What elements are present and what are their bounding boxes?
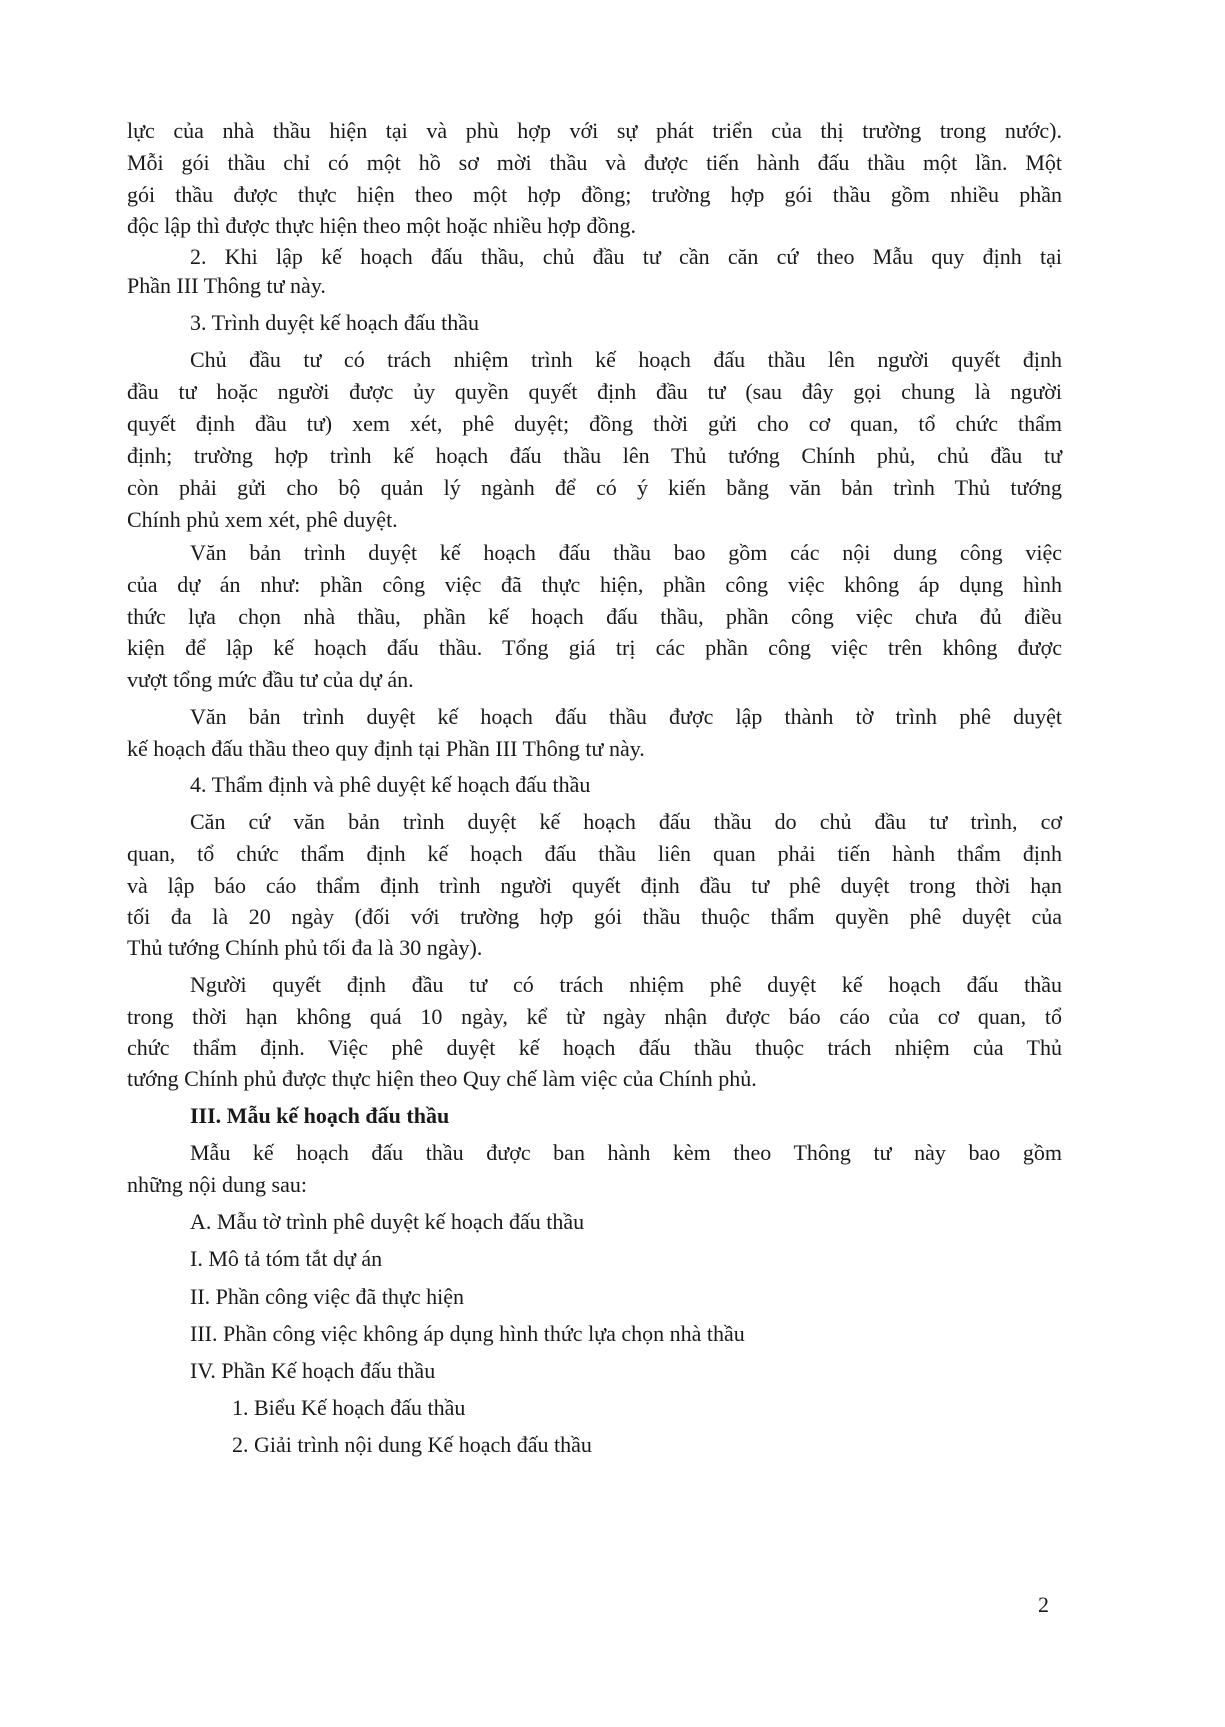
text-line: đầu tư hoặc người được ủy quyền quyết định đầu tư (sau đây gọi chung là người	[127, 379, 1062, 404]
text-line: quyết định đầu tư) xem xét, phê duyệt; đồng thời gửi cho cơ quan, tổ chức thẩm	[127, 411, 1062, 436]
list-item: I. Mô tả tóm tắt dự án	[190, 1246, 383, 1271]
text-line: gói thầu được thực hiện theo một hợp đồng; trường hợp gói thầu gồm nhiều phần	[127, 182, 1062, 207]
text-line: và lập báo cáo thẩm định trình người quyết định đầu tư phê duyệt trong thời hạn	[127, 873, 1062, 898]
text-line: Người quyết định đầu tư có trách nhiệm phê duyệt kế hoạch đấu thầu	[190, 972, 1062, 997]
text-line: Thủ tướng Chính phủ tối đa là 30 ngày).	[127, 935, 483, 960]
list-item: III. Phần công việc không áp dụng hình thức lựa chọn nhà thầu	[190, 1321, 745, 1346]
text-line: Mỗi gói thầu chỉ có một hồ sơ mời thầu và được tiến hành đấu thầu một lần. Một	[127, 150, 1062, 175]
list-item: II. Phần công việc đã thực hiện	[190, 1284, 465, 1309]
text-line: kế hoạch đấu thầu theo quy định tại Phần III Thông tư này.	[127, 736, 645, 761]
text-line: định; trường hợp trình kế hoạch đấu thầu lên Thủ tướng Chính phủ, chủ đầu tư	[127, 443, 1062, 468]
text-line: Văn bản trình duyệt kế hoạch đấu thầu bao gồm các nội dung công việc	[190, 540, 1062, 565]
text-line: những nội dung sau:	[127, 1172, 307, 1197]
text-line: chức thẩm định. Việc phê duyệt kế hoạch đấu thầu thuộc trách nhiệm của Thủ	[127, 1035, 1062, 1060]
list-item: 2. Giải trình nội dung Kế hoạch đấu thầu	[232, 1432, 592, 1457]
list-item: 1. Biểu Kế hoạch đấu thầu	[232, 1395, 466, 1420]
text-line: 2. Khi lập kế hoạch đấu thầu, chủ đầu tư cần căn cứ theo Mẫu quy định tại	[190, 244, 1062, 269]
text-line: trong thời hạn không quá 10 ngày, kể từ ngày nhận được báo cáo của cơ quan, tổ	[127, 1004, 1062, 1029]
text-line: Căn cứ văn bản trình duyệt kế hoạch đấu thầu do chủ đầu tư trình, cơ	[190, 809, 1062, 834]
page-number: 2	[1038, 1592, 1049, 1617]
text-line: Chủ đầu tư có trách nhiệm trình kế hoạch đấu thầu lên người quyết định	[190, 347, 1062, 372]
section-heading: 4. Thẩm định và phê duyệt kế hoạch đấu thầu	[190, 772, 591, 797]
text-line: lực của nhà thầu hiện tại và phù hợp với sự phát triển của thị trường trong nước).	[127, 118, 1062, 143]
text-line: của dự án như: phần công việc đã thực hiện, phần công việc không áp dụng hình	[127, 572, 1062, 597]
text-line: tướng Chính phủ được thực hiện theo Quy chế làm việc của Chính phủ.	[127, 1066, 757, 1091]
text-line: thức lựa chọn nhà thầu, phần kế hoạch đấu thầu, phần công việc chưa đủ điều	[127, 604, 1062, 629]
section-heading: 3. Trình duyệt kế hoạch đấu thầu	[190, 310, 480, 335]
text-line: Văn bản trình duyệt kế hoạch đấu thầu được lập thành tờ trình phê duyệt	[190, 704, 1062, 729]
text-line: vượt tổng mức đầu tư của dự án.	[127, 667, 414, 692]
list-item: A. Mẫu tờ trình phê duyệt kế hoạch đấu thầu	[190, 1209, 585, 1234]
text-line: độc lập thì được thực hiện theo một hoặc nhiều hợp đồng.	[127, 213, 637, 238]
text-line: Chính phủ xem xét, phê duyệt.	[127, 507, 398, 532]
text-line: quan, tổ chức thẩm định kế hoạch đấu thầu liên quan phải tiến hành thẩm định	[127, 841, 1062, 866]
list-item: IV. Phần Kế hoạch đấu thầu	[190, 1358, 436, 1383]
text-line: Mẫu kế hoạch đấu thầu được ban hành kèm theo Thông tư này bao gồm	[190, 1140, 1062, 1165]
chapter-heading: III. Mẫu kế hoạch đấu thầu	[190, 1103, 450, 1128]
text-line: tối đa là 20 ngày (đối với trường hợp gói thầu thuộc thẩm quyền phê duyệt của	[127, 904, 1062, 929]
text-line: Phần III Thông tư này.	[127, 273, 326, 298]
text-line: kiện để lập kế hoạch đấu thầu. Tổng giá trị các phần công việc trên không được	[127, 635, 1062, 660]
text-line: còn phải gửi cho bộ quản lý ngành để có ý kiến bằng văn bản trình Thủ tướng	[127, 475, 1062, 500]
